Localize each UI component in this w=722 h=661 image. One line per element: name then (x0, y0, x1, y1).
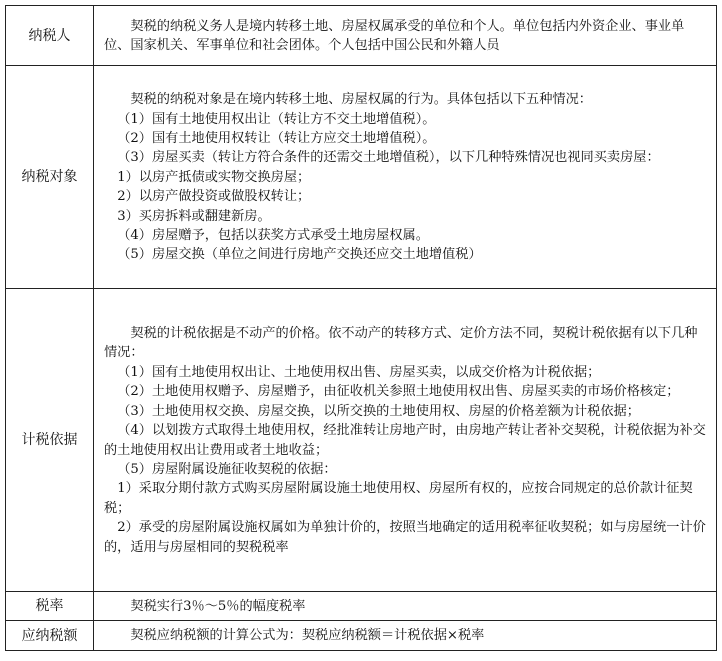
content-line: 3）买房拆料或翻建新房。 (117, 208, 271, 224)
row-content-tax-basis (94, 289, 717, 592)
table-row-taxpayer (6, 6, 717, 66)
content-line: （4）以划拨方式取得土地使用权，经批准转让房地产时，由房地产转让者补交契税，计税依据为补交的土地使用权出让费用或者土地收益； (104, 423, 706, 458)
content-line: （1）国有土地使用权出让（转让方不交土地增值税）。 (117, 111, 436, 127)
row-label-tax-object: 纳税对象 (6, 66, 94, 289)
content-paragraph: 契税实行3％～5％的幅度税率 (130, 599, 306, 614)
content-paragraph: 契税的纳税对象是在境内转移土地、房屋权属的行为。具体包括以下五种情况： (130, 92, 592, 108)
content-line: 1）以房产抵债或实物交换房屋； (117, 169, 311, 185)
content-paragraph: 契税的纳税义务人是境内转移土地、房屋权属承受的单位和个人。单位包括内外资企业、事业单位、国家机关、军事单位和社会团体。个人包括中国公民和外籍人员 (104, 18, 685, 53)
content-line: （2）土地使用权赠予、房屋赠予，由征收机关参照土地使用权出售、房屋买卖的市场价格核定； (117, 384, 680, 400)
row-content-tax-rate (94, 592, 717, 621)
content-paragraph: 契税的计税依据是不动产的价格。依不动产的转移方式、定价方法不同，契税计税依据有以下几种情况： (104, 326, 698, 361)
content-line: （3）土地使用权交换、房屋交换，以所交换的土地使用权、房屋的价格差额为计税依据； (117, 403, 640, 419)
content-line: 1）采取分期付款方式购买房屋附属设施土地使用权、房屋所有权的，应按合同规定的总价款计征契税； (104, 481, 693, 516)
content-paragraph: 契税应纳税额的计算公式为：契税应纳税额＝计税依据×税率 (130, 628, 485, 644)
tax-info-table (5, 5, 717, 651)
content-line: （2）国有土地使用权转让（转让方应交土地增值税）。 (117, 130, 436, 146)
row-label-tax-payable: 应纳税额 (6, 621, 94, 650)
table-row-tax-payable (6, 621, 717, 650)
row-label-tax-basis: 计税依据 (6, 289, 94, 592)
content-line: （5）房屋交换（单位之间进行房地产交换还应交土地增值税） (117, 247, 482, 263)
row-label-tax-rate: 税率 (6, 592, 94, 621)
row-label-taxpayer: 纳税人 (6, 6, 94, 66)
table-row-tax-rate (6, 592, 717, 621)
table-row-tax-basis (6, 289, 717, 592)
content-line: （4）房屋赠予，包括以获奖方式承受土地房屋权属。 (117, 228, 429, 244)
content-line: 2）承受的房屋附属设施权属如为单独计价的，按照当地确定的适用税率征收契税；如与房屋统一计价的，适用与房屋相同的契税税率 (104, 520, 706, 555)
content-line: （5）房屋附属设施征收契税的依据： (117, 461, 337, 477)
content-line: （1）国有土地使用权出让、土地使用权出售、房屋买卖，以成交价格为计税依据； (117, 364, 601, 380)
row-content-taxpayer (94, 6, 717, 66)
row-content-tax-object (94, 66, 717, 289)
table-row-tax-object (6, 66, 717, 289)
content-line: 2）以房产做投资或做股权转让； (117, 189, 311, 205)
row-content-tax-payable (94, 621, 717, 650)
content-line: （3）房屋买卖（转让方符合条件的还需交土地增值税），以下几种特殊情况也视同买卖房屋： (117, 150, 660, 166)
